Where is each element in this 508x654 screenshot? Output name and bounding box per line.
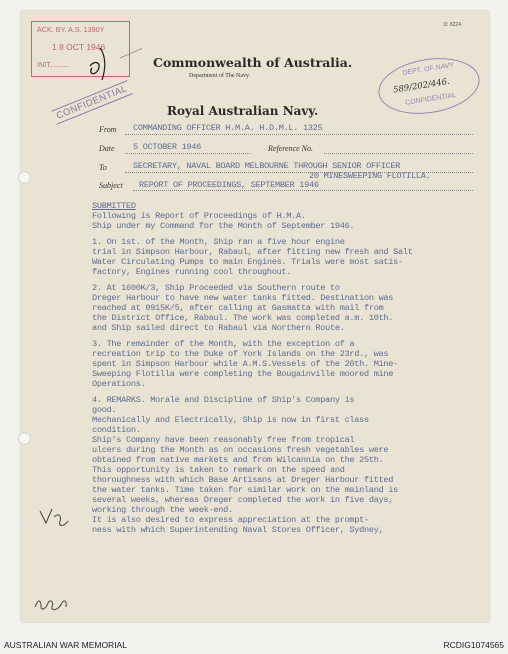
from-value: COMMANDING OFFICER H.M.A. H.D.M.L. 1325 — [133, 123, 323, 133]
body-line: Dreger Harbour to have new water tanks fitted. Destination was — [92, 293, 394, 303]
navy-department-stamp — [374, 51, 483, 120]
body-line: good. — [92, 405, 117, 415]
body-line: trial in Simpson Harbour, Rabaul, after fitting new fresh and Salt — [92, 247, 413, 257]
stamp-text: DEPT. OF NAVY — [402, 61, 455, 77]
page-number: D: 8224 — [443, 22, 461, 28]
body-line: spent in Simpson Harbour while A.M.S.Vessels of the 20th. Mine- — [92, 359, 398, 369]
body-line: Mechanically and Electrically, Ship is now in first class — [92, 415, 369, 425]
to-label: To — [99, 163, 107, 172]
letterhead-department: Department of The Navy. — [189, 73, 251, 79]
stamp-date: 1 8 OCT 1946 — [52, 42, 106, 52]
handwritten-file-number: 589/202/446. — [392, 76, 451, 96]
report-body — [92, 201, 477, 535]
body-line: the District Office, Rabaul. The work was completed a.m. 10th. — [92, 313, 394, 323]
date-line — [125, 153, 250, 154]
subject-value: REPORT OF PROCEEDINGS, SEPTEMBER 1946 — [139, 180, 319, 190]
body-line: ulcers during the Month as on occasions fresh vegetables were — [92, 445, 389, 455]
body-line: Following is Report of Proceedings of H.M.A. — [92, 211, 306, 221]
punch-hole — [18, 171, 31, 184]
stamp-text: CONFIDENTIAL — [404, 91, 457, 107]
body-line: 2. At 1600K/3, Ship Proceeded via Southern route to — [92, 283, 340, 293]
footer-institution: AUSTRALIAN WAR MEMORIAL — [4, 640, 127, 650]
to-value: SECRETARY, NAVAL BOARD MELBOURNE THROUGH SENIOR OFFICER — [133, 161, 401, 171]
body-line: the water tanks. Time taken for similar work on the mainland is — [92, 485, 398, 495]
body-line: and Ship sailed direct to Rabaul via Northern Route. — [92, 323, 345, 333]
reference-label: Reference No. — [268, 144, 314, 153]
body-line: 4. REMARKS. Morale and Discipline of Ship's Company is — [92, 395, 355, 405]
handwritten-initial-mark — [72, 36, 142, 86]
letterhead-title: Commonwealth of Australia. — [153, 55, 353, 70]
body-line: several weeks, whereas Dreger completed the work in five days, — [92, 495, 394, 505]
letterhead-service: Royal Australian Navy. — [167, 104, 319, 118]
body-line: This opportunity is taken to remark on the speed and — [92, 465, 345, 475]
to-value-continued: 20 MINESWEEPING FLOTILLA. — [309, 171, 431, 181]
footer-record-id: RCDIG1074565 — [443, 640, 504, 650]
stamp-line: ACK. BY. A.S. 1390Y — [37, 25, 105, 34]
subject-line — [133, 190, 473, 191]
from-label: From — [99, 125, 117, 134]
body-line: Operations. — [92, 379, 146, 389]
reference-line — [324, 153, 473, 154]
subject-label: Subject — [99, 181, 123, 190]
body-line: ness with which Superintending Naval Stores Officer, Sydney, — [92, 525, 384, 535]
handwritten-margin-mark — [36, 505, 76, 535]
from-line — [125, 134, 473, 135]
handwritten-initials — [32, 595, 72, 615]
acknowledgement-stamp — [31, 21, 130, 77]
body-line: recreation trip to the Duke of York Islands on the 23rd., was — [92, 349, 389, 359]
body-line: Ship's Company have been reasonably free from tropical — [92, 435, 355, 445]
body-line: Water Circulating Pumps to main Engines. Trials were most satis- — [92, 257, 403, 267]
confidential-stamp: CONFIDENTIAL — [51, 80, 132, 125]
date-label: Date — [99, 144, 115, 153]
body-line: It is also desired to express appreciation at the prompt- — [92, 515, 369, 525]
punch-hole — [18, 432, 31, 445]
body-line: factory, Engines running cool throughout. — [92, 267, 292, 277]
body-line: 3. The remainder of the Month, with the exception of a — [92, 339, 355, 349]
body-line: obtained from native markets and from Wilcannia on the 25th. — [92, 455, 384, 465]
body-line: condition. — [92, 425, 141, 435]
body-line: working through the week-end. — [92, 505, 233, 515]
body-line: SUBMITTED — [92, 201, 136, 211]
body-line: Sweeping Flotilla were completing the Bougainville moored mine — [92, 369, 394, 379]
body-line: Ship under my Command for the Month of September 1946. — [92, 221, 355, 231]
body-line: reached at 0915K/5, after calling at Gasmatta with mail from — [92, 303, 384, 313]
stamp-init: INIT.......... — [37, 60, 70, 69]
body-line: 1. On 1st. of the Month, Ship ran a five hour engine — [92, 237, 345, 247]
body-line: thoroughness with which Base Artisans at Dreger Harbour fitted — [92, 475, 394, 485]
date-value: 5 OCTOBER 1946 — [133, 142, 201, 152]
